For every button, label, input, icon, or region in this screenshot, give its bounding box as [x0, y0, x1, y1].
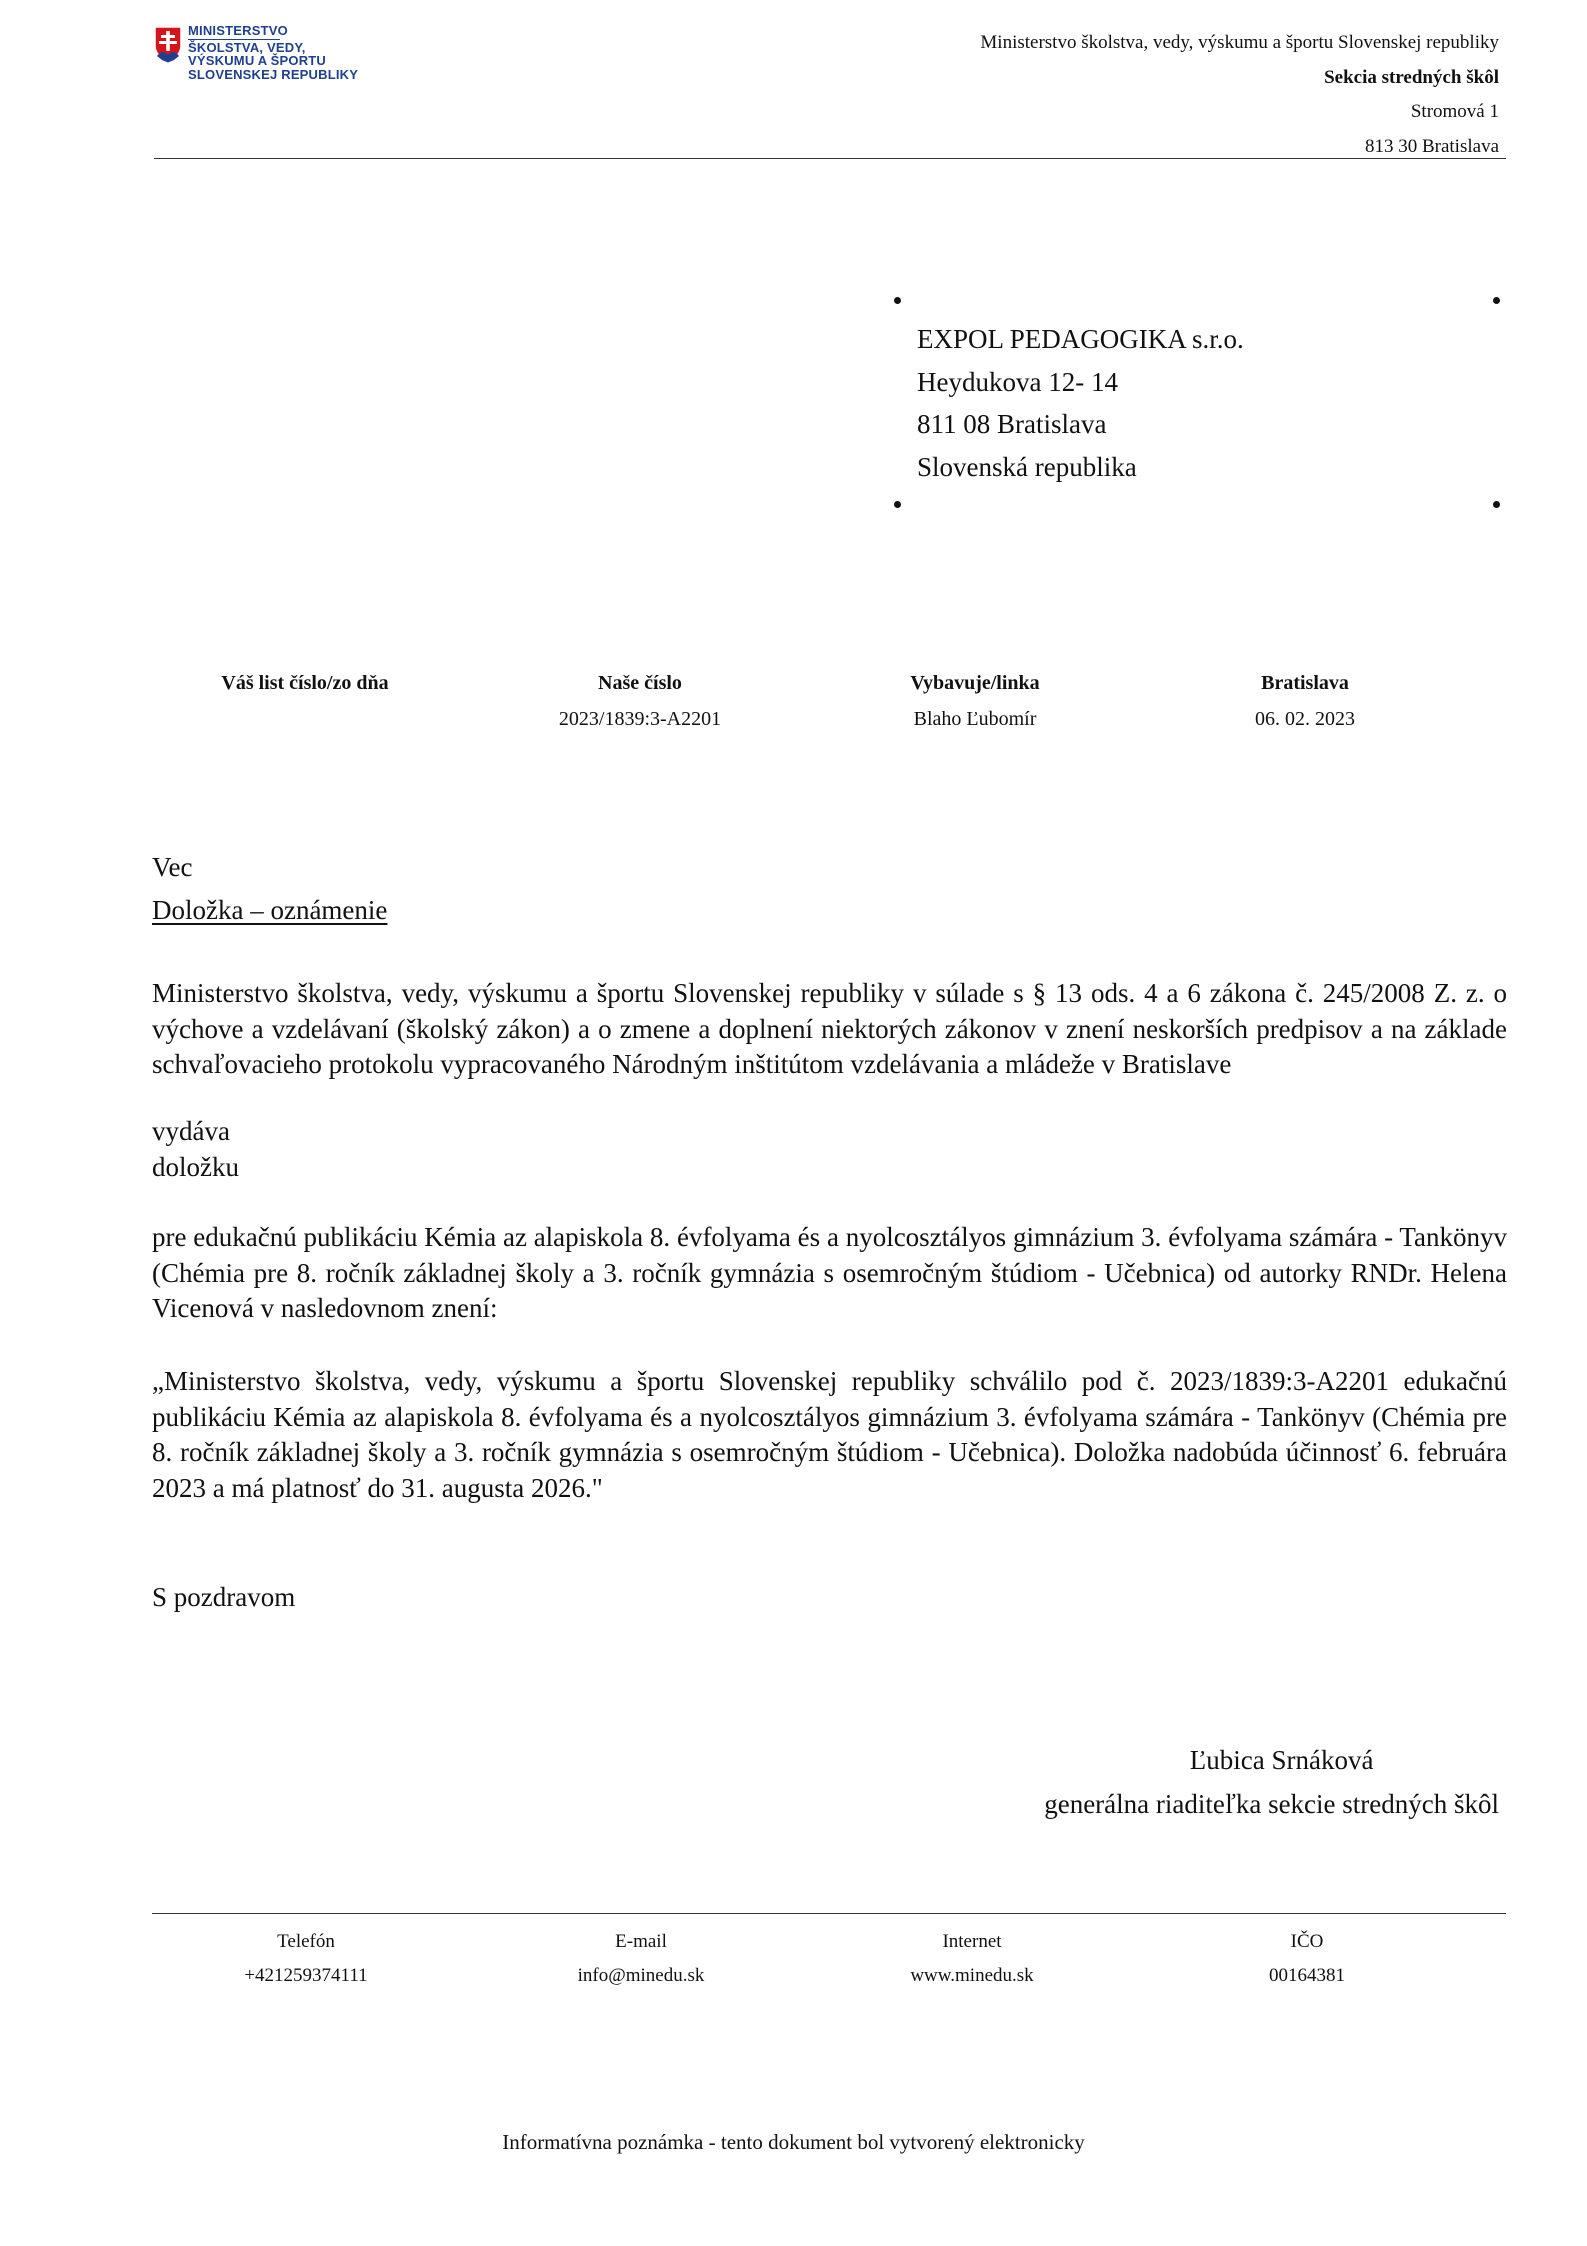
recipient-city: 811 08 Bratislava [917, 409, 1107, 439]
window-corner-mark [1493, 297, 1500, 304]
meta-place-date [1185, 665, 1425, 737]
signatory-title: generálna riaditeľka sekcie stredných škôl [1044, 1789, 1499, 1819]
subject-label: Vec [152, 852, 193, 882]
footer-ico-label: IČO [1290, 1931, 1324, 1952]
meta-your-letter-label: Váš list číslo/zo dňa [221, 672, 389, 694]
footer-email-label: E-mail [615, 1931, 667, 1952]
footer-divider [152, 1913, 1506, 1914]
electronic-document-note: Informatívna poznámka - tento dokument bol vytvorený elektronicky [502, 2130, 1085, 2154]
window-corner-mark [1493, 501, 1500, 508]
meta-our-number [520, 665, 760, 737]
recipient-address [917, 318, 1244, 488]
sender-address [980, 26, 1499, 164]
logo-line-4: SLOVENSKEJ REPUBLIKY [188, 66, 359, 82]
meta-your-letter [185, 665, 425, 701]
sender-ministry: Ministerstvo školstva, vedy, výskumu a športu Slovenskej republiky [980, 32, 1499, 53]
recipient-country: Slovenská republika [917, 451, 1137, 482]
logo-line-1: MINISTERSTVO [188, 23, 288, 38]
footer-phone-value: +421259374111 [244, 1965, 368, 1986]
footer-email-value: info@minedu.sk [577, 1965, 705, 1986]
footer-email [511, 1925, 771, 1993]
slovak-coat-of-arms-icon [154, 26, 182, 64]
footer-phone [176, 1925, 436, 1993]
meta-handler-value: Blaho Ľubomír [913, 708, 1037, 730]
sender-section: Sekcia stredných škôl [1324, 66, 1499, 88]
window-corner-mark [894, 501, 901, 508]
recipient-name: EXPOL PEDAGOGIKA s.r.o. [917, 324, 1244, 354]
logo-line-3: VÝSKUMU A ŠPORTU [188, 53, 327, 68]
footer-phone-label: Telefón [277, 1931, 335, 1952]
footer-web [842, 1925, 1102, 1993]
logo-text [188, 24, 358, 81]
sender-city: 813 30 Bratislava [1364, 135, 1499, 157]
logo-line-2: ŠKOLSTVA, VEDY, [188, 39, 306, 55]
issues-statement [152, 1114, 1507, 1185]
recipient-street: Heydukova 12- 14 [917, 366, 1118, 397]
meta-place: Bratislava [1261, 672, 1349, 694]
signatory-name: Ľubica Srnáková [1189, 1745, 1374, 1775]
meta-our-number-value: 2023/1839:3-A2201 [558, 708, 722, 730]
header-divider [154, 158, 1506, 159]
ministry-logo [154, 24, 384, 94]
sender-street: Stromová 1 [1410, 101, 1499, 122]
meta-our-number-label: Naše číslo [598, 672, 682, 694]
signature-block [1044, 1738, 1499, 1826]
meta-handler [855, 665, 1095, 737]
footer-ico [1177, 1925, 1437, 1993]
body-paragraph: Ministerstvo školstva, vedy, výskumu a športu Slovenskej republiky v súlade s § 13 ods. 4 a 6 zákona č. 245/2008 Z. z. o výchove a vzdelávaní (školský zákon) a o zmene a doplnení niektorých zákonov v znení neskorších predpisov a na základe schvaľovacieho protokolu vypracovaného Národným inštitútom vzdelávania a mládeže v Bratislave [152, 978, 1507, 1079]
issues-line: doložku [152, 1151, 239, 1182]
meta-handler-label: Vybavuje/linka [910, 672, 1040, 694]
footer-web-label: Internet [942, 1931, 1002, 1952]
meta-date: 06. 02. 2023 [1255, 708, 1355, 730]
greeting: S pozdravom [152, 1582, 296, 1612]
issues-line: vydáva [152, 1116, 230, 1146]
window-corner-mark [894, 297, 901, 304]
body-paragraph: pre edukačnú publikáciu Kémia az alapiskola 8. évfolyama és a nyolcosztályos gimnázium 3. évfolyama számára - Tankönyv (Chémia pre 8. ročník základnej školy a 3. ročník gymnázia s osemročným štúdiom - Učebnica) od autorky RNDr. Helena Vicenová v nasledovnom znení: [152, 1222, 1507, 1323]
footer-ico-value: 00164381 [1269, 1965, 1345, 1986]
footer-web-value: www.minedu.sk [910, 1965, 1034, 1986]
quoted-clause: „Ministerstvo školstva, vedy, výskumu a športu Slovenskej republiky schválilo pod č. 2023/1839:3-A2201 edukačnú publikáciu Kémia az alapiskola 8. évfolyama és a nyolcosztályos gimnázium 3. évfolyama számára - Tankönyv (Chémia pre 8. ročník základnej školy a 3. ročník gymnázia s osemročným štúdiom - Učebnica). Doložka nadobúda účinnosť 6. februára 2023 a má platnosť do 31. augusta 2026." [152, 1366, 1507, 1503]
subject-title: Doložka – oznámenie [152, 895, 388, 925]
